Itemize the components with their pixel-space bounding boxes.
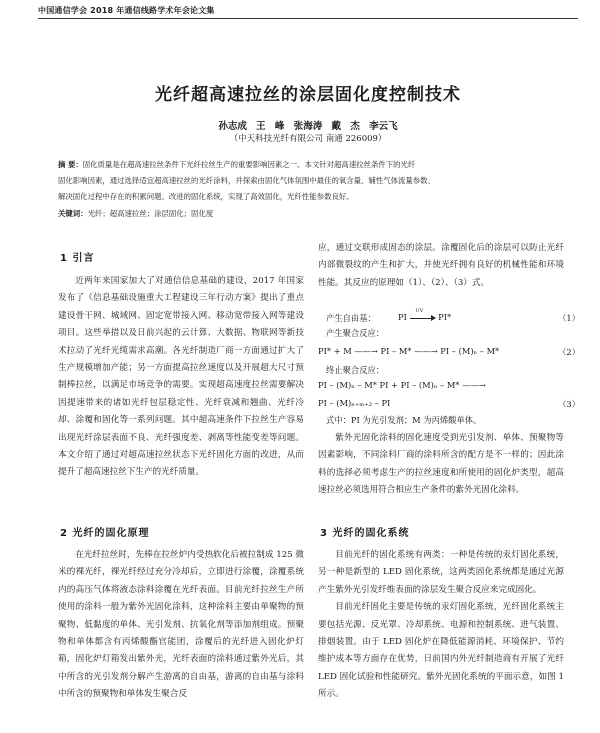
section-1-heading: 1 引言 bbox=[60, 253, 95, 264]
section-2-heading: 2 光纤的固化原理 bbox=[60, 528, 150, 539]
section-3-body bbox=[318, 547, 564, 704]
section-3-heading: 3 光纤的固化系统 bbox=[320, 528, 410, 539]
section-3-paragraph-2: 目前光纤固化主要是传统的汞灯固化系统，光纤固化系统主要包括光源、反光罩、冷却系统、电源和控制系统、进气装置、排烟装置。由于 LED 固化炉在降低能源消耗、环境保护、节约维护成本等方面存在优势，日前国内外光纤制造商有开展了光纤 LED 固化试验和性能研究。紫外光固化系统的平面示意，如图 1 所示。 bbox=[318, 602, 564, 700]
header-rule bbox=[38, 18, 578, 19]
section-2-paragraph: 在光纤拉丝时，先棒在拉丝炉内受热软化后被拉制成 125 微米的裸光纤，裸光纤经过充分冷却后，立即进行涂覆，涂覆系统内的高压气体将液态涂料涂覆在光纤表面。目前光纤拉丝生产所使用的涂料一般为紫外光固化涂料，这种涂料主要由单聚物的预聚物、低黏度的单体、光引发剂、抗氧化剂等添加剂组成。预聚物和单体都含有丙烯酸酯官能团，涂覆后的光纤进入固化炉灯箱，固化炉灯箱发出紫外光，光纤表面的涂料通过紫外光后，其中所含的光引发剂分解产生游离的自由基，游离的自由基与涂料中所含的预聚物和单体发生聚合反 bbox=[58, 550, 304, 700]
equation-2-number: （2） bbox=[558, 347, 580, 357]
section-3-paragraph-1: 目前光纤的固化系统有两类：一种是传统的汞灯固化系统，另一种是新型的 LED 固化系统，这两类固化系统都是通过光源产生紫外光引发纤维表面的涂层发生聚合反应来完成固化。 bbox=[318, 550, 564, 595]
abstract-line-3: 解决固化过程中存在的积累问题、改进的固化系统，实现了高效固化，光纤性能参数良好。 bbox=[58, 192, 354, 201]
abstract-line-1: 固化质量是在超高速拉丝条件下光纤拉丝生产的重要影响因素之一。本文针对超高速拉丝条件下的光纤 bbox=[82, 160, 416, 169]
section-2-continued bbox=[318, 240, 564, 292]
author-list: 孙志成 王 峰 张海涛 戴 杰 李云飞 bbox=[218, 121, 398, 132]
equation-2-label: 产生聚合反应： bbox=[326, 328, 385, 338]
equation-1-label: 产生自由基： bbox=[326, 313, 376, 323]
section-2-continued-paragraph: 应，通过交联形成固态的涂层。涂覆固化后的涂层可以防止光纤内部微裂纹的产生和扩大，并使光纤拥有良好的机械性能和环境性能。其反应的原理如（1）、（2）、（3）式。 bbox=[318, 243, 564, 288]
equation-1-rhs: PI* bbox=[438, 312, 452, 322]
equation-1-number: （1） bbox=[558, 313, 580, 323]
equation-3-expression-1: PI – (M)ₙ – M* PI + PI – (M)ₙ – M* ——→ bbox=[318, 380, 486, 390]
equation-3-number: （3） bbox=[558, 399, 580, 409]
reaction-arrow-icon bbox=[410, 307, 436, 322]
equation-3-label: 终止聚合反应： bbox=[326, 365, 385, 375]
abstract-line-2: 固化影响因素，通过选择适宜超高速拉丝的光纤涂料，并探索由固化气体氛围中最佳的氧含量、辅性气体流量参数、 bbox=[58, 176, 435, 185]
keywords-label: 关键词： bbox=[58, 209, 88, 218]
equation-1 bbox=[398, 307, 580, 323]
affiliation: （中天科技光纤有限公司 南通 226009） bbox=[229, 134, 387, 144]
running-head: 中国通信学会 2018 年通信线路学术年会论文集 bbox=[38, 6, 215, 15]
paper-title: 光纤超高速拉丝的涂层固化度控制技术 bbox=[155, 85, 461, 105]
section-2-conclusion-paragraph: 紫外光固化涂料的固化速度受到光引发剂、单体、预聚物等因素影响，不同涂料厂商的涂料所含的配方是不一样的；因此涂料的选择必须考虑生产的拉丝速度和所使用的固化炉类型，超高速拉丝必须选用符合相应生产条件的紫外光固化涂料。 bbox=[318, 433, 564, 496]
section-2-conclusion bbox=[318, 430, 564, 500]
section-1-paragraph: 近两年来国家加大了对通信信息基础的建设，2017 年国家发布了《信息基础设施重大工程建设三年行动方案》提出了重点建设骨干网、城域网、固定宽带接入网、移动宽带接入网等建设项目。这些举措以及日前兴起的云计算、大数据、物联网等新技术拉动了光纤光缆需求高潮。各光纤制造厂商一方面通过扩大了生产规模增加产能；另一方面提高拉丝速度以及开展超大尺寸预制棒拉丝，以满足市场竞争的需要。实现超高速度拉丝需要解决因提速带来的诸如光纤包层稳定性、光纤衰减和翘曲、光纤冷却、涂覆和固化等一系列问题。其中超高速条件下拉丝生产容易出现光纤涂层表面不良、光纤强度差、剥离等性能变差等问题。本文介绍了通过对超高速拉丝状态下光纤固化方面的改进，从而提升了超高速拉丝下生产的光纤质量。 bbox=[58, 276, 304, 478]
section-1-body bbox=[58, 273, 304, 482]
equation-1-lhs: PI bbox=[398, 312, 407, 322]
abstract bbox=[58, 157, 568, 205]
equation-note: 式中：PI 为光引发剂；M 为丙烯酸单体。 bbox=[326, 415, 482, 425]
equation-3-expression-2: PI – (M)ₙ₊ₘ₊₂ – PI bbox=[318, 398, 391, 408]
equation-2-expression: PI* + M ——→ PI – M* ——→ PI – (M)ₙ – M* bbox=[318, 346, 500, 356]
abstract-label: 摘 要： bbox=[58, 160, 83, 169]
uv-label: UV bbox=[415, 307, 424, 314]
keywords bbox=[58, 208, 568, 219]
keywords-text: 光纤；超高速拉丝；涂层固化；固化度 bbox=[87, 209, 214, 218]
section-2-body bbox=[58, 547, 304, 704]
